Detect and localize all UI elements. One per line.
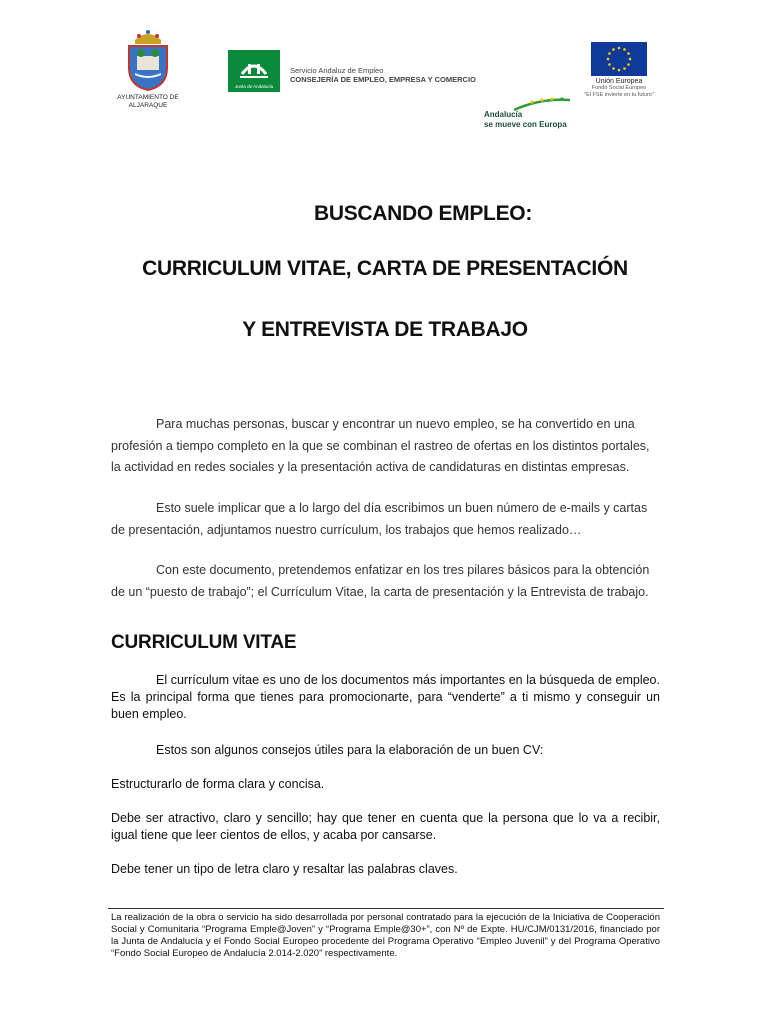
cv-tip-1: Estructurarlo de forma clara y concisa. bbox=[111, 777, 325, 791]
junta-emblem-icon bbox=[228, 50, 280, 84]
andalucia-line-1: Andalucía bbox=[484, 110, 523, 119]
ayuntamiento-caption: AYUNTAMIENTO DE ALJARAQUE bbox=[117, 94, 179, 109]
title-line-2: CURRICULUM VITAE, CARTA DE PRESENTACIÓN bbox=[142, 257, 628, 280]
title-line-1: BUSCANDO EMPLEO: bbox=[313, 202, 533, 225]
cv-tip-2: Debe ser atractivo, claro y sencillo; hay que tener en cuenta que la persona que lo va a recibir, igual tiene que leer cientos de ellos, y acaba por cansarse. bbox=[111, 811, 660, 842]
andalucia-line-2: se mueve con Europa bbox=[484, 120, 567, 129]
junta-andalucia-logo bbox=[228, 50, 280, 92]
eu-flag-icon bbox=[591, 42, 647, 76]
eu-star-icon bbox=[612, 48, 615, 51]
footer-funding-note: La realización de la obra o servicio ha sido desarrollada por personal contratado para la ejecución de la Iniciativa de Cooperación Social y Comunitaria “Programa Emple@Joven” y “Programa Emple@30+”, con Nº de Expte. HU/CJM/0131/2016, financiado por la Junta de Andalucía y el Fondo Social Europeo procedente del Programa Operativo “Empleo Juvenil” y del Programa Operativo “Fondo Social Europeo de Andalucía 2.014-2.020” respectivamente. bbox=[111, 912, 660, 959]
eu-title: Unión Europea bbox=[595, 78, 643, 85]
footer-divider bbox=[108, 908, 664, 909]
junta-caption: Junta de Andalucía bbox=[234, 84, 274, 89]
section-heading-cv: CURRICULUM VITAE bbox=[111, 632, 297, 653]
intro-paragraph-3: Con este documento, pretendemos enfatizar en los tres pilares básicos para la obtención de un “puesto de trabajo”; el Currículum Vitae, la carta de presentación y la Entrevista de trabajo. bbox=[111, 563, 650, 599]
eu-star-icon bbox=[608, 52, 611, 55]
eu-star-icon bbox=[607, 58, 610, 61]
intro-paragraph-1: Para muchas personas, buscar y encontrar un nuevo empleo, se ha convertido en una profesión a tiempo completo en la que se combinan el rastreo de ofertas en los distintos portales, la actividad en redes sociales y la presentación activa de candidaturas en distintas empresas. bbox=[111, 417, 650, 474]
cv-paragraph-1: El currículum vitae es uno de los documentos más importantes en la búsqueda de empleo. Es la principal forma que tienes para promocionarte, para “venderte” a ti mismo y conseguir un buen empleo. bbox=[111, 673, 660, 721]
cv-tip-3: Debe tener un tipo de letra claro y resaltar las palabras claves. bbox=[111, 862, 458, 876]
cv-paragraph-2: Estos son algunos consejos útiles para la elaboración de un buen CV: bbox=[156, 743, 544, 757]
eu-star-icon bbox=[618, 47, 621, 50]
eu-star-icon bbox=[623, 67, 626, 70]
eu-star-icon bbox=[629, 58, 632, 61]
union-europea-logo bbox=[584, 42, 654, 99]
sae-line-1: Servicio Andaluz de Empleo bbox=[290, 66, 384, 75]
eu-motto: "El FSE invierte en tu futuro" bbox=[584, 92, 654, 98]
sae-text-block bbox=[290, 66, 476, 84]
ayuntamiento-logo bbox=[112, 26, 184, 110]
eu-fund: Fondo Social Europeo bbox=[591, 85, 647, 91]
eu-star-icon bbox=[623, 48, 626, 51]
eu-star-icon bbox=[627, 63, 630, 66]
eu-star-icon bbox=[618, 69, 621, 72]
eu-star-icon bbox=[612, 67, 615, 70]
coat-of-arms-icon bbox=[125, 26, 171, 92]
eu-star-icon bbox=[608, 63, 611, 66]
sae-line-2: CONSEJERÍA DE EMPLEO, EMPRESA Y COMERCIO bbox=[290, 75, 476, 84]
eu-star-icon bbox=[627, 52, 630, 55]
title-line-3: Y ENTREVISTA DE TRABAJO bbox=[242, 318, 528, 341]
intro-paragraph-2: Esto suele implicar que a lo largo del día escribimos un buen número de e-mails y cartas de presentación, adjuntamos nuestro currículum, los trabajos que hemos realizado… bbox=[111, 501, 648, 537]
